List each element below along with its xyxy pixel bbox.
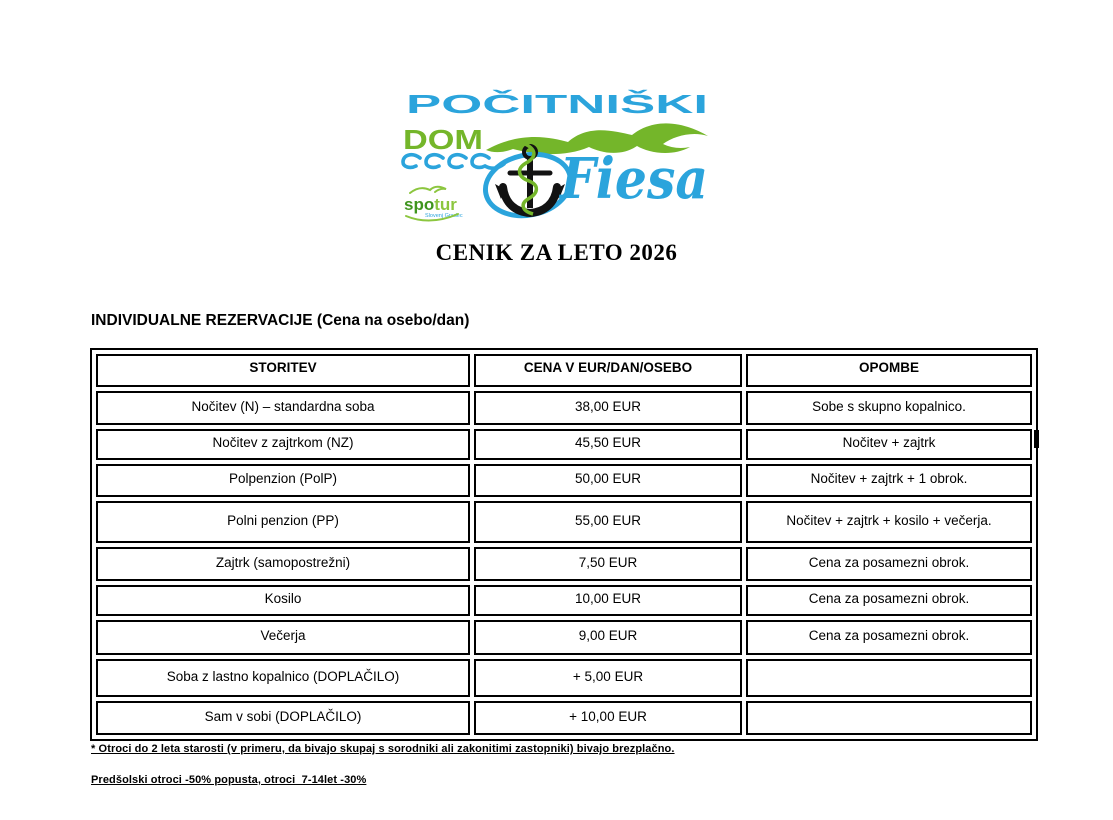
spotur-part2: tur — [434, 195, 457, 214]
logo-word-pocitniski: POČITNIŠKI — [406, 89, 708, 119]
cell-opombe: Cena za posamezni obrok. — [746, 547, 1032, 581]
fiesa-logo — [400, 86, 714, 232]
column-header-opombe: OPOMBE — [746, 354, 1032, 387]
cell-opombe: Nočitev + zajtrk + kosilo + večerja. — [746, 501, 1032, 543]
cell-opombe: Cena za posamezni obrok. — [746, 585, 1032, 616]
cell-cena: 55,00 EUR — [474, 501, 742, 543]
logo-word-fiesa: Fiesa — [558, 146, 708, 212]
cell-storitev: Polpenzion (PolP) — [96, 464, 470, 497]
table-row — [96, 547, 1032, 581]
cell-opombe — [746, 659, 1032, 697]
footnote-children-free: * Otroci do 2 leta starosti (v primeru, da bivajo skupaj s sorodniki ali zakonitimi zastopniki) bivajo brezplačno. — [91, 743, 675, 755]
logo-word-dom: DOM — [403, 124, 483, 155]
footnote-children-discount: Predšolski otroci -50% popusta, otroci 7-14let -30% — [91, 774, 367, 786]
table-row — [96, 620, 1032, 655]
cell-opombe: Sobe s skupno kopalnico. — [746, 391, 1032, 425]
cell-cena: 7,50 EUR — [474, 547, 742, 581]
cell-cena: 45,50 EUR — [474, 429, 742, 460]
price-table — [90, 348, 1038, 741]
bird-icon — [410, 187, 446, 193]
page-title: CENIK ZA LETO 2026 — [435, 240, 678, 265]
cell-cena: 38,00 EUR — [474, 391, 742, 425]
cell-cena: + 10,00 EUR — [474, 701, 742, 735]
cell-cena: + 5,00 EUR — [474, 659, 742, 697]
cell-storitev: Nočitev (N) – standardna soba — [96, 391, 470, 425]
cell-storitev: Kosilo — [96, 585, 470, 616]
cell-storitev: Sam v sobi (DOPLAČILO) — [96, 701, 470, 735]
cell-cena: 9,00 EUR — [474, 620, 742, 655]
section-heading: INDIVIDUALNE REZERVACIJE (Cena na osebo/dan) — [91, 312, 470, 329]
table-row — [96, 429, 1032, 460]
spotur-subtitle: Slovenj Gradec — [425, 213, 463, 219]
table-row — [96, 701, 1032, 735]
cell-storitev: Polni penzion (PP) — [96, 501, 470, 543]
cell-storitev: Večerja — [96, 620, 470, 655]
table-row — [96, 464, 1032, 497]
table-row — [96, 391, 1032, 425]
cell-opombe: Nočitev + zajtrk — [746, 429, 1032, 460]
cell-storitev: Nočitev z zajtrkom (NZ) — [96, 429, 470, 460]
spotur-wordmark — [404, 195, 457, 214]
table-header-row — [96, 354, 1032, 387]
cell-storitev: Zajtrk (samopostrežni) — [96, 547, 470, 581]
table-row — [96, 585, 1032, 616]
table-row — [96, 659, 1032, 697]
waves-icon — [403, 155, 504, 168]
scan-artifact — [1034, 430, 1039, 448]
cell-opombe: Nočitev + zajtrk + 1 obrok. — [746, 464, 1032, 497]
column-header-cena: CENA V EUR/DAN/OSEBO — [474, 354, 742, 387]
cell-opombe — [746, 701, 1032, 735]
column-header-storitev: STORITEV — [96, 354, 470, 387]
cell-cena: 10,00 EUR — [474, 585, 742, 616]
spotur-logo — [404, 187, 463, 221]
cell-storitev: Soba z lastno kopalnico (DOPLAČILO) — [96, 659, 470, 697]
spotur-part1: spo — [404, 195, 435, 214]
cell-opombe: Cena za posamezni obrok. — [746, 620, 1032, 655]
table-row — [96, 501, 1032, 543]
cell-cena: 50,00 EUR — [474, 464, 742, 497]
